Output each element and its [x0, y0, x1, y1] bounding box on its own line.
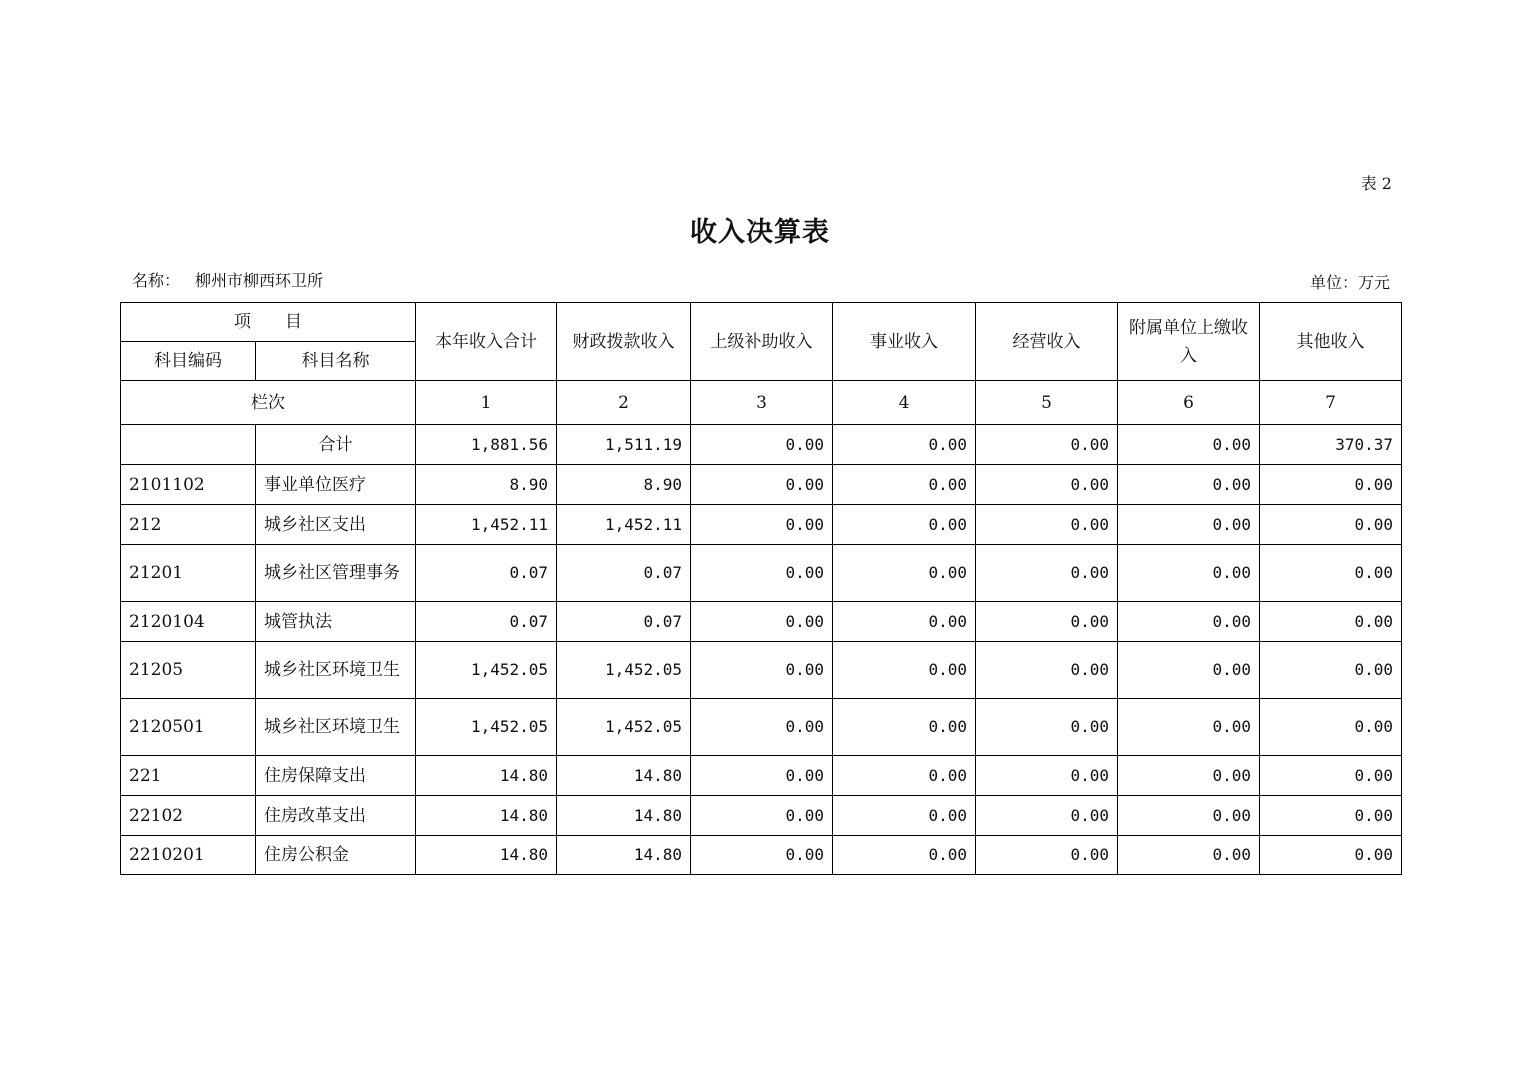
amount-cell: 0.00 [976, 642, 1118, 699]
subject-name-cell: 城乡社区支出 [256, 505, 416, 545]
amount-cell: 0.00 [1260, 699, 1402, 756]
amount-cell: 14.80 [416, 796, 557, 836]
amount-cell: 0.00 [691, 465, 833, 505]
header-operating: 经营收入 [976, 303, 1118, 381]
header-affiliated: 附属单位上缴收入 [1118, 303, 1260, 381]
amount-cell: 0.00 [976, 545, 1118, 602]
amount-cell: 0.00 [833, 505, 976, 545]
subject-name-cell: 住房改革支出 [256, 796, 416, 836]
header-row-1 [121, 303, 1402, 342]
amount-cell: 0.00 [833, 602, 976, 642]
amount-cell: 0.00 [833, 836, 976, 875]
table-row [121, 425, 1402, 465]
amount-cell: 0.00 [1118, 425, 1260, 465]
amount-cell: 0.00 [1118, 465, 1260, 505]
amount-cell: 1,511.19 [557, 425, 691, 465]
amount-cell: 14.80 [557, 796, 691, 836]
header-code: 科目编码 [121, 342, 256, 381]
amount-cell: 0.00 [691, 756, 833, 796]
amount-cell: 1,452.05 [557, 642, 691, 699]
amount-cell: 0.00 [1260, 465, 1402, 505]
amount-cell: 0.00 [691, 642, 833, 699]
amount-cell: 0.00 [1118, 756, 1260, 796]
amount-cell: 14.80 [557, 836, 691, 875]
amount-cell: 0.07 [416, 602, 557, 642]
amount-cell: 0.00 [833, 642, 976, 699]
header-superior: 上级补助收入 [691, 303, 833, 381]
amount-cell: 0.00 [833, 796, 976, 836]
amount-cell: 14.80 [557, 756, 691, 796]
table-row [121, 699, 1402, 756]
amount-cell: 0.00 [1260, 796, 1402, 836]
subject-name-cell: 城管执法 [256, 602, 416, 642]
subject-code-cell: 21205 [121, 642, 256, 699]
subject-code-cell: 2101102 [121, 465, 256, 505]
header-project: 项 目 [121, 303, 416, 342]
amount-cell: 0.00 [691, 602, 833, 642]
income-report-table [120, 302, 1402, 875]
subject-code-cell [121, 425, 256, 465]
amount-cell: 0.00 [833, 465, 976, 505]
amount-cell: 0.00 [691, 505, 833, 545]
amount-cell: 0.00 [833, 425, 976, 465]
subject-code-cell: 21201 [121, 545, 256, 602]
org-label: 名称： [132, 271, 181, 290]
amount-cell: 0.00 [976, 602, 1118, 642]
amount-cell: 0.00 [1118, 602, 1260, 642]
amount-cell: 0.00 [976, 465, 1118, 505]
amount-cell: 0.00 [1118, 836, 1260, 875]
subject-name-cell: 合计 [256, 425, 416, 465]
table-row [121, 602, 1402, 642]
table-row [121, 642, 1402, 699]
header-total: 本年收入合计 [416, 303, 557, 381]
table-row [121, 836, 1402, 875]
amount-cell: 1,452.11 [557, 505, 691, 545]
amount-cell: 0.00 [1118, 545, 1260, 602]
subject-code-cell: 212 [121, 505, 256, 545]
amount-cell: 0.00 [691, 425, 833, 465]
amount-cell: 0.00 [1260, 642, 1402, 699]
amount-cell: 370.37 [1260, 425, 1402, 465]
amount-cell: 1,452.05 [557, 699, 691, 756]
unit-label: 单位：万元 [1309, 273, 1390, 292]
amount-cell: 0.00 [691, 796, 833, 836]
column-number: 6 [1118, 381, 1260, 425]
amount-cell: 0.00 [1260, 505, 1402, 545]
page-title: 收入决算表 [690, 217, 830, 248]
subject-code-cell: 2120104 [121, 602, 256, 642]
amount-cell: 8.90 [416, 465, 557, 505]
amount-cell: 14.80 [416, 836, 557, 875]
amount-cell: 1,452.05 [416, 642, 557, 699]
amount-cell: 0.00 [1118, 699, 1260, 756]
header-business: 事业收入 [833, 303, 976, 381]
header-other: 其他收入 [1260, 303, 1402, 381]
amount-cell: 0.07 [416, 545, 557, 602]
amount-cell: 0.00 [833, 699, 976, 756]
table-row [121, 465, 1402, 505]
amount-cell: 1,452.05 [416, 699, 557, 756]
amount-cell: 0.00 [1118, 796, 1260, 836]
subject-code-cell: 22102 [121, 796, 256, 836]
column-number: 5 [976, 381, 1118, 425]
amount-cell: 0.00 [976, 756, 1118, 796]
amount-cell: 0.00 [833, 545, 976, 602]
column-number: 4 [833, 381, 976, 425]
amount-cell: 1,881.56 [416, 425, 557, 465]
table-number: 表 2 [1360, 174, 1392, 193]
column-number: 3 [691, 381, 833, 425]
column-number-row [121, 381, 1402, 425]
subject-name-cell: 城乡社区环境卫生 [256, 642, 416, 699]
column-number: 2 [557, 381, 691, 425]
subject-code-cell: 2120501 [121, 699, 256, 756]
amount-cell: 0.00 [976, 699, 1118, 756]
table-row [121, 545, 1402, 602]
table-row [121, 756, 1402, 796]
amount-cell: 0.00 [691, 836, 833, 875]
amount-cell: 1,452.11 [416, 505, 557, 545]
amount-cell: 8.90 [557, 465, 691, 505]
subject-name-cell: 住房公积金 [256, 836, 416, 875]
subject-name-cell: 城乡社区环境卫生 [256, 699, 416, 756]
amount-cell: 0.00 [691, 699, 833, 756]
column-row-label: 栏次 [121, 381, 416, 425]
org-name: 柳州市柳西环卫所 [195, 271, 324, 290]
subject-name-cell: 住房保障支出 [256, 756, 416, 796]
header-fiscal: 财政拨款收入 [557, 303, 691, 381]
subject-code-cell: 2210201 [121, 836, 256, 875]
amount-cell: 0.00 [976, 836, 1118, 875]
amount-cell: 0.00 [1118, 642, 1260, 699]
amount-cell: 0.07 [557, 545, 691, 602]
amount-cell: 14.80 [416, 756, 557, 796]
amount-cell: 0.00 [1260, 545, 1402, 602]
amount-cell: 0.00 [1260, 836, 1402, 875]
column-number: 7 [1260, 381, 1402, 425]
amount-cell: 0.00 [1118, 505, 1260, 545]
amount-cell: 0.00 [1260, 602, 1402, 642]
subject-name-cell: 事业单位医疗 [256, 465, 416, 505]
amount-cell: 0.00 [976, 796, 1118, 836]
amount-cell: 0.00 [833, 756, 976, 796]
amount-cell: 0.00 [1260, 756, 1402, 796]
amount-cell: 0.00 [691, 545, 833, 602]
amount-cell: 0.00 [976, 425, 1118, 465]
table-row [121, 796, 1402, 836]
amount-cell: 0.07 [557, 602, 691, 642]
header-name: 科目名称 [256, 342, 416, 381]
amount-cell: 0.00 [976, 505, 1118, 545]
subject-code-cell: 221 [121, 756, 256, 796]
subject-name-cell: 城乡社区管理事务 [256, 545, 416, 602]
table-row [121, 505, 1402, 545]
column-number: 1 [416, 381, 557, 425]
